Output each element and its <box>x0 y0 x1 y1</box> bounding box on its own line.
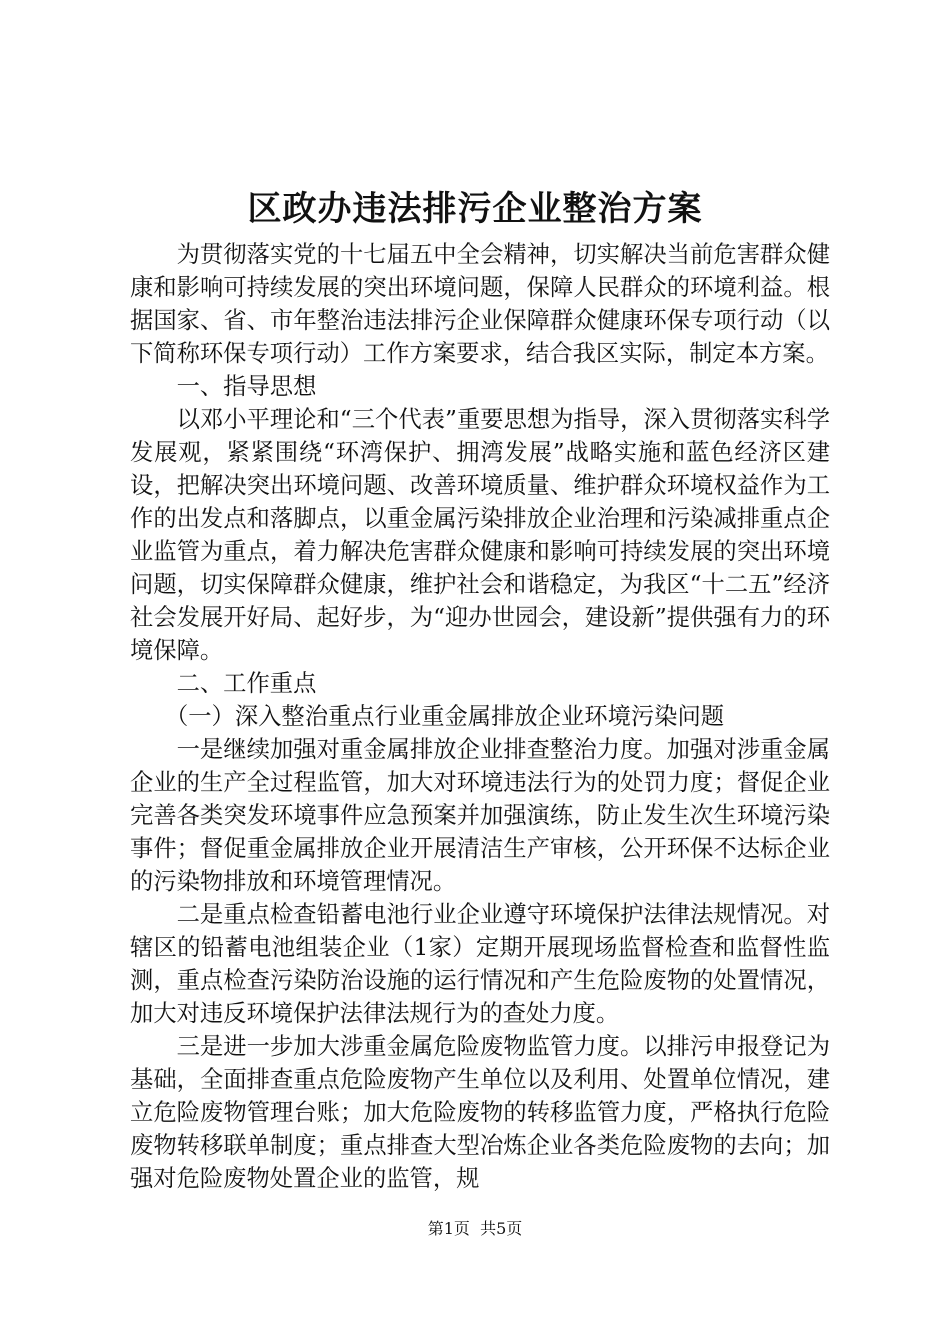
page-footer <box>0 1218 950 1240</box>
paragraph-item-one: 一是继续加强对重金属排放企业排查整治力度。加强对涉重金属企业的生产全过程监管，加大对环境违法行为的处罚力度；督促企业完善各类突发环境事件应急预案并加强演练，防止发生次生环境污染事件；督促重金属排放企业开展清洁生产审核，公开环保不达标企业的污染物排放和环境管理情况。 <box>130 736 830 895</box>
document-title: 区政办违法排污企业整治方案 <box>247 189 703 229</box>
page-number: 第1页 <box>427 1219 470 1238</box>
section-heading-guiding-ideology: 一、指导思想 <box>176 373 317 400</box>
paragraph-item-two: 二是重点检查铅蓄电池行业企业遵守环境保护法律法规情况。对辖区的铅蓄电池组装企业（1家）定期开展现场监督检查和监督性监测，重点检查污染防治设施的运行情况和产生危险废物的处置情况，加大对违反环境保护法律法规行为的查处力度。 <box>130 901 830 1027</box>
paragraph-guiding-ideology: 以邓小平理论和“三个代表”重要思想为指导，深入贯彻落实科学发展观，紧紧围绕“环湾保护、拥湾发展”战略实施和蓝色经济区建设，把解决突出环境问题、改善环境质量、维护群众环境权益作为工作的出发点和落脚点，以重金属污染排放企业治理和污染减排重点企业监管为重点，着力解决危害群众健康和影响可持续发展的突出环境问题，切实保障群众健康，维护社会和谐稳定，为我区“十二五”经济社会发展开好局、起好步，为“迎办世园会，建设新”提供强有力的环境保障。 <box>130 406 830 664</box>
document-body <box>130 238 830 1195</box>
section-heading-work-focus: 二、工作重点 <box>176 670 317 697</box>
subsection-heading-heavy-metal: （一）深入整治重点行业重金属排放企业环境污染问题 <box>164 703 725 730</box>
page-total: 共5页 <box>480 1219 523 1238</box>
paragraph-intro: 为贯彻落实党的十七届五中全会精神，切实解决当前危害群众健康和影响可持续发展的突出环境问题，保障人民群众的环境利益。根据国家、省、市年整治违法排污企业保障群众健康环保专项行动（以下简称环保专项行动）工作方案要求，结合我区实际，制定本方案。 <box>130 241 830 367</box>
paragraph-item-three: 三是进一步加大涉重金属危险废物监管力度。以排污申报登记为基础，全面排查重点危险废物产生单位以及利用、处置单位情况，建立危险废物管理台账；加大危险废物的转移监管力度，严格执行危险废物转移联单制度；重点排查大型冶炼企业各类危险废物的去向；加强对危险废物处置企业的监管，规 <box>130 1033 830 1192</box>
